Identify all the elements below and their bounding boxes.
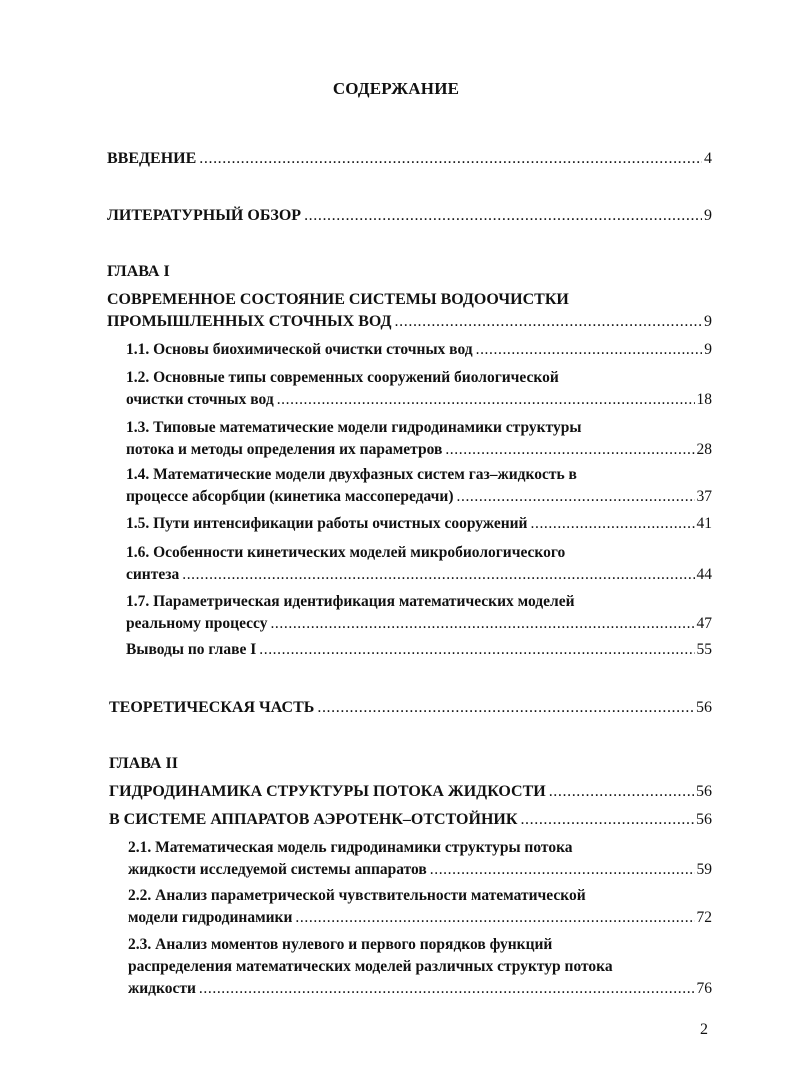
- toc-entry-1-3[interactable]: [126, 417, 712, 461]
- toc-entry-intro[interactable]: [107, 148, 712, 170]
- toc-page: 9: [704, 341, 712, 358]
- toc-entry-text: 1.4. Математические модели двухфазных систем газ–жидкость в: [126, 466, 577, 483]
- toc-leader: [430, 859, 695, 881]
- toc-entry-text: Выводы по главе I: [126, 641, 257, 658]
- toc-entry-2-2[interactable]: [128, 885, 712, 929]
- toc-entry-text: ЛИТЕРАТУРНЫЙ ОБЗОР: [107, 207, 302, 224]
- toc-entry-text: ПРОМЫШЛЕННЫХ СТОЧНЫХ ВОД: [107, 313, 392, 330]
- toc-entry-2-1[interactable]: [128, 837, 712, 881]
- toc-entry-text: синтеза: [126, 566, 180, 583]
- toc-leader: [476, 339, 703, 361]
- toc-page: 37: [696, 488, 712, 505]
- toc-entry-text: 2.2. Анализ параметрической чувствительности математической: [128, 887, 586, 904]
- toc-entry-text: ГИДРОДИНАМИКА СТРУКТУРЫ ПОТОКА ЖИДКОСТИ: [109, 783, 546, 800]
- toc-leader: [457, 486, 695, 508]
- toc-leader: [549, 781, 694, 803]
- toc-entry-chapter-2-line1[interactable]: [109, 781, 712, 803]
- toc-entry-text: ВВЕДЕНИЕ: [107, 150, 197, 167]
- toc-entry-text: 1.5. Пути интенсификации работы очистных сооружений: [126, 515, 528, 532]
- toc-leader: [199, 148, 702, 170]
- toc-leader: [277, 389, 695, 411]
- toc-entry-text: 1.3. Типовые математические модели гидродинамики структуры: [126, 419, 582, 436]
- toc-leader: [182, 564, 694, 586]
- toc-entry-text: жидкости: [128, 980, 196, 997]
- toc-page: 72: [696, 909, 712, 926]
- page-number: 2: [700, 1021, 708, 1038]
- toc-entry-1-2[interactable]: [126, 367, 712, 411]
- toc-page: 41: [696, 515, 712, 532]
- toc-leader: [531, 513, 695, 535]
- toc-entry-text: потока и методы определения их параметров: [126, 441, 443, 458]
- toc-entry-text: жидкости исследуемой системы аппаратов: [128, 861, 427, 878]
- toc-leader: [304, 205, 702, 227]
- toc-page: 9: [704, 313, 712, 330]
- toc-entry-literature[interactable]: [107, 205, 712, 227]
- toc-entry-chapter-1[interactable]: [107, 289, 712, 333]
- toc-entry-1-4[interactable]: [126, 464, 712, 508]
- toc-entry-text: ТЕОРЕТИЧЕСКАЯ ЧАСТЬ: [109, 699, 315, 716]
- toc-entry-theory[interactable]: [109, 697, 712, 719]
- toc-page: 56: [696, 783, 712, 800]
- toc-page: 59: [696, 861, 712, 878]
- toc-entry-text: очистки сточных вод: [126, 391, 274, 408]
- toc-entry-text: 1.6. Особенности кинетических моделей микробиологического: [126, 544, 566, 561]
- toc-leader: [395, 311, 702, 333]
- toc-leader: [259, 639, 694, 661]
- toc-leader: [270, 613, 694, 635]
- toc-page: 56: [696, 811, 712, 828]
- toc-page: 4: [704, 150, 712, 167]
- toc-leader: [295, 907, 694, 929]
- toc-entry-2-3[interactable]: [128, 934, 712, 1000]
- toc-entry-text: реальному процессу: [126, 615, 268, 632]
- toc-page: 47: [696, 615, 712, 632]
- toc-page: 18: [696, 391, 712, 408]
- toc-leader: [445, 439, 694, 461]
- toc-entry-text: В СИСТЕМЕ АППАРАТОВ АЭРОТЕНК–ОТСТОЙНИК: [109, 811, 518, 828]
- page-title: СОДЕРЖАНИЕ: [332, 79, 460, 98]
- toc-page: 28: [696, 441, 712, 458]
- toc-entry-text: 1.1. Основы биохимической очистки сточных вод: [126, 341, 473, 358]
- toc-entry-text: 1.2. Основные типы современных сооружений биологической: [126, 369, 559, 386]
- toc-page: 55: [696, 641, 712, 658]
- toc-entry-text: модели гидродинамики: [128, 909, 293, 926]
- toc-page: 56: [696, 699, 712, 716]
- toc-page: 76: [696, 980, 712, 997]
- toc-entry-conclusions-1[interactable]: [126, 639, 712, 661]
- toc-entry-text: СОВРЕМЕННОЕ СОСТОЯНИЕ СИСТЕМЫ ВОДООЧИСТКИ: [107, 291, 569, 308]
- toc-entry-text: процессе абсорбции (кинетика массопередачи): [126, 488, 454, 505]
- toc-entry-chapter-2-line2[interactable]: [109, 809, 712, 831]
- toc-entry-1-6[interactable]: [126, 542, 712, 586]
- toc-entry-1-1[interactable]: [126, 339, 712, 361]
- toc-entry-text: 1.7. Параметрическая идентификация математических моделей: [126, 593, 575, 610]
- toc-entry-1-5[interactable]: [126, 513, 712, 535]
- toc-leader: [520, 809, 694, 831]
- toc-entry-text: 2.1. Математическая модель гидродинамики структуры потока: [128, 839, 573, 856]
- toc-page: 9: [704, 207, 712, 224]
- toc-leader: [317, 697, 694, 719]
- toc-page: 44: [696, 566, 712, 583]
- toc-entry-text: распределения математических моделей различных структур потока: [128, 958, 613, 975]
- toc-entry-text: 2.3. Анализ моментов нулевого и первого порядков функций: [128, 936, 553, 953]
- toc-entry-1-7[interactable]: [126, 591, 712, 635]
- chapter-2-label: ГЛАВА II: [109, 755, 178, 772]
- toc-leader: [199, 978, 695, 1000]
- chapter-1-label: ГЛАВА I: [107, 263, 170, 280]
